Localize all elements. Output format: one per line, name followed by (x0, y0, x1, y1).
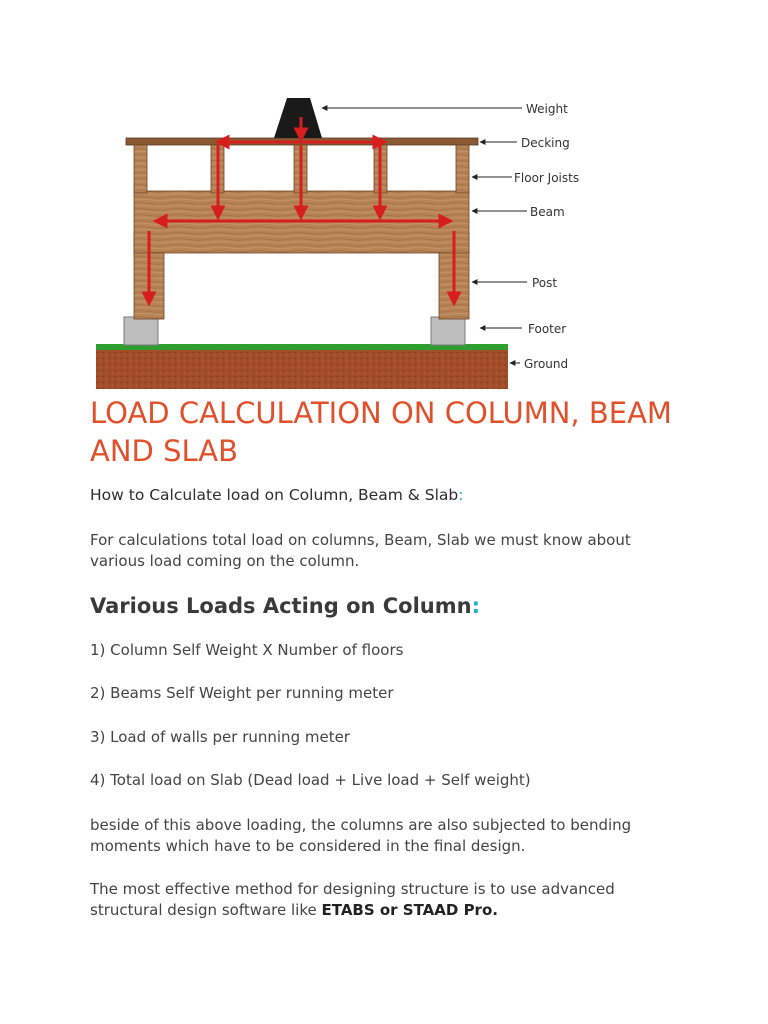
load-path-diagram (90, 93, 584, 391)
bending-moment-paragraph: beside of this above loading, the columns are also subjected to bending moments which have to be considered in the final design. (90, 816, 632, 855)
ground-soil (96, 348, 508, 389)
subtitle-text: How to Calculate load on Column, Beam & Slab (90, 486, 459, 504)
software-names: ETABS or STAAD Pro. (321, 901, 498, 919)
section-heading (90, 594, 480, 618)
label-ground: Ground (524, 357, 569, 371)
list-item: 3) Load of walls per running meter (90, 728, 350, 746)
joist-1 (134, 145, 147, 193)
list-item: 1) Column Self Weight X Number of floors (90, 641, 404, 659)
page-title: LOAD CALCULATION ON COLUMN, BEAM AND SLAB (90, 396, 672, 468)
software-paragraph-text: The most effective method for designing structure is to use advanced structural design software like (90, 880, 615, 919)
section-heading-text: Various Loads Acting on Column (90, 594, 472, 618)
intro-paragraph: For calculations total load on columns, Beam, Slab we must know about various load coming on the column. (90, 531, 631, 570)
subtitle-colon: : (458, 486, 464, 504)
label-weight: Weight (526, 102, 568, 116)
footer-left (124, 317, 158, 345)
label-floor-joists: Floor Joists (514, 171, 580, 185)
joist-5 (456, 145, 469, 193)
list-item: 2) Beams Self Weight per running meter (90, 684, 394, 702)
label-beam: Beam (530, 205, 565, 219)
footer-right (431, 317, 465, 345)
label-post: Post (532, 276, 558, 290)
subtitle (90, 486, 463, 504)
list-item: 4) Total load on Slab (Dead load + Live load + Self weight) (90, 771, 531, 789)
label-decking: Decking (521, 136, 570, 150)
section-heading-colon: : (471, 594, 480, 618)
software-paragraph (90, 879, 690, 921)
label-footer: Footer (528, 322, 567, 336)
